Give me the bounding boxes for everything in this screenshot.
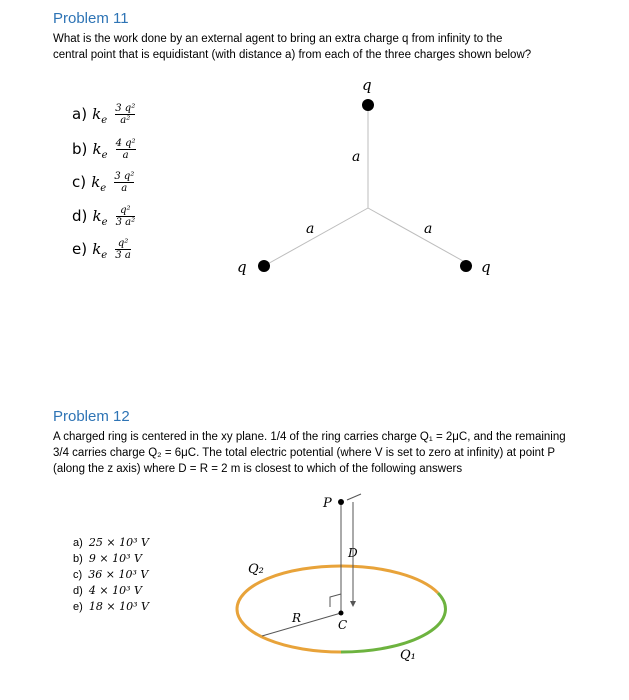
label-q1: Q₁ (400, 648, 416, 663)
problem-12-option-b[interactable]: b) 9 × 10³ V (73, 552, 142, 565)
distance-label-top: a (352, 149, 361, 165)
problem-11-option-e[interactable]: e) $k_e$ $\frac{\text{q²}}{3 a}$ (72, 238, 131, 261)
charge-top-label: q (362, 76, 372, 94)
problem-11-question-line-1: What is the work done by an external agent to bring an extra charge q from infinity to the (53, 33, 503, 45)
problem-11-option-d[interactable]: d) $k_e$ $\frac{\text{q²}}{\text{3 a²}}$ (72, 205, 136, 228)
point-p (338, 499, 344, 505)
problem-11-option-c[interactable]: c) $k_e$ $\frac{\text{3 q²}}{a}$ (72, 171, 135, 194)
problem-11-title: Problem 11 (53, 10, 129, 27)
label-q2: Q₂ (248, 562, 264, 577)
three-charges-diagram (0, 0, 629, 300)
label-d: D (348, 546, 358, 560)
distance-label-left: a (306, 221, 315, 237)
problem-12-question (53, 429, 623, 477)
right-angle-marker (330, 594, 341, 607)
label-r: R (292, 611, 302, 625)
charge-right-label: q (481, 258, 491, 276)
label-p: P (323, 496, 332, 511)
problem-11-option-a[interactable]: a) $k_e$ $\frac{\text{3 q²}}{\text{a²}}$ (72, 103, 136, 126)
problem-12-question-line-2: 3/4 carries charge Q₂ = 6μC. The total electric potential (where V is set to zero at infinity) at point P (53, 447, 556, 459)
problem-11-question-line-2: central point that is equidistant (with distance a) from each of the three charges shown below? (53, 49, 532, 61)
line-right (368, 208, 472, 266)
radius-line (262, 613, 341, 636)
problem-12-title: Problem 12 (53, 408, 130, 425)
problem-12-option-e[interactable]: e) 18 × 10³ V (73, 600, 149, 613)
distance-label-right: a (424, 221, 433, 237)
problem-12-option-c[interactable]: c) 36 × 10³ V (73, 568, 149, 581)
charge-left (258, 260, 270, 272)
center-point-c (339, 611, 344, 616)
line-left (264, 208, 368, 266)
charge-top (362, 99, 374, 111)
ring-q2-arc (237, 566, 438, 652)
d-dimension-top-tick (347, 494, 361, 500)
charged-ring-diagram (0, 480, 629, 700)
d-dimension-arrow (350, 601, 356, 607)
ring-q1-arc (341, 593, 445, 652)
problem-12-question-line-1: A charged ring is centered in the xy plane. 1/4 of the ring carries charge Q₁ = 2μC, and the remaining (53, 431, 566, 443)
charge-right (460, 260, 472, 272)
problem-11-option-b[interactable]: b) $k_e$ $\frac{\text{4 q²}}{a}$ (72, 138, 136, 161)
problem-12-option-d[interactable]: d) 4 × 10³ V (73, 584, 142, 597)
problem-12-option-a[interactable]: a) 25 × 10³ V (73, 536, 149, 549)
charge-left-label: q (237, 258, 247, 276)
label-c: C (338, 618, 348, 632)
problem-12-question-line-3: (along the z axis) where D = R = 2 m is closest to which of the following answers (53, 463, 463, 475)
